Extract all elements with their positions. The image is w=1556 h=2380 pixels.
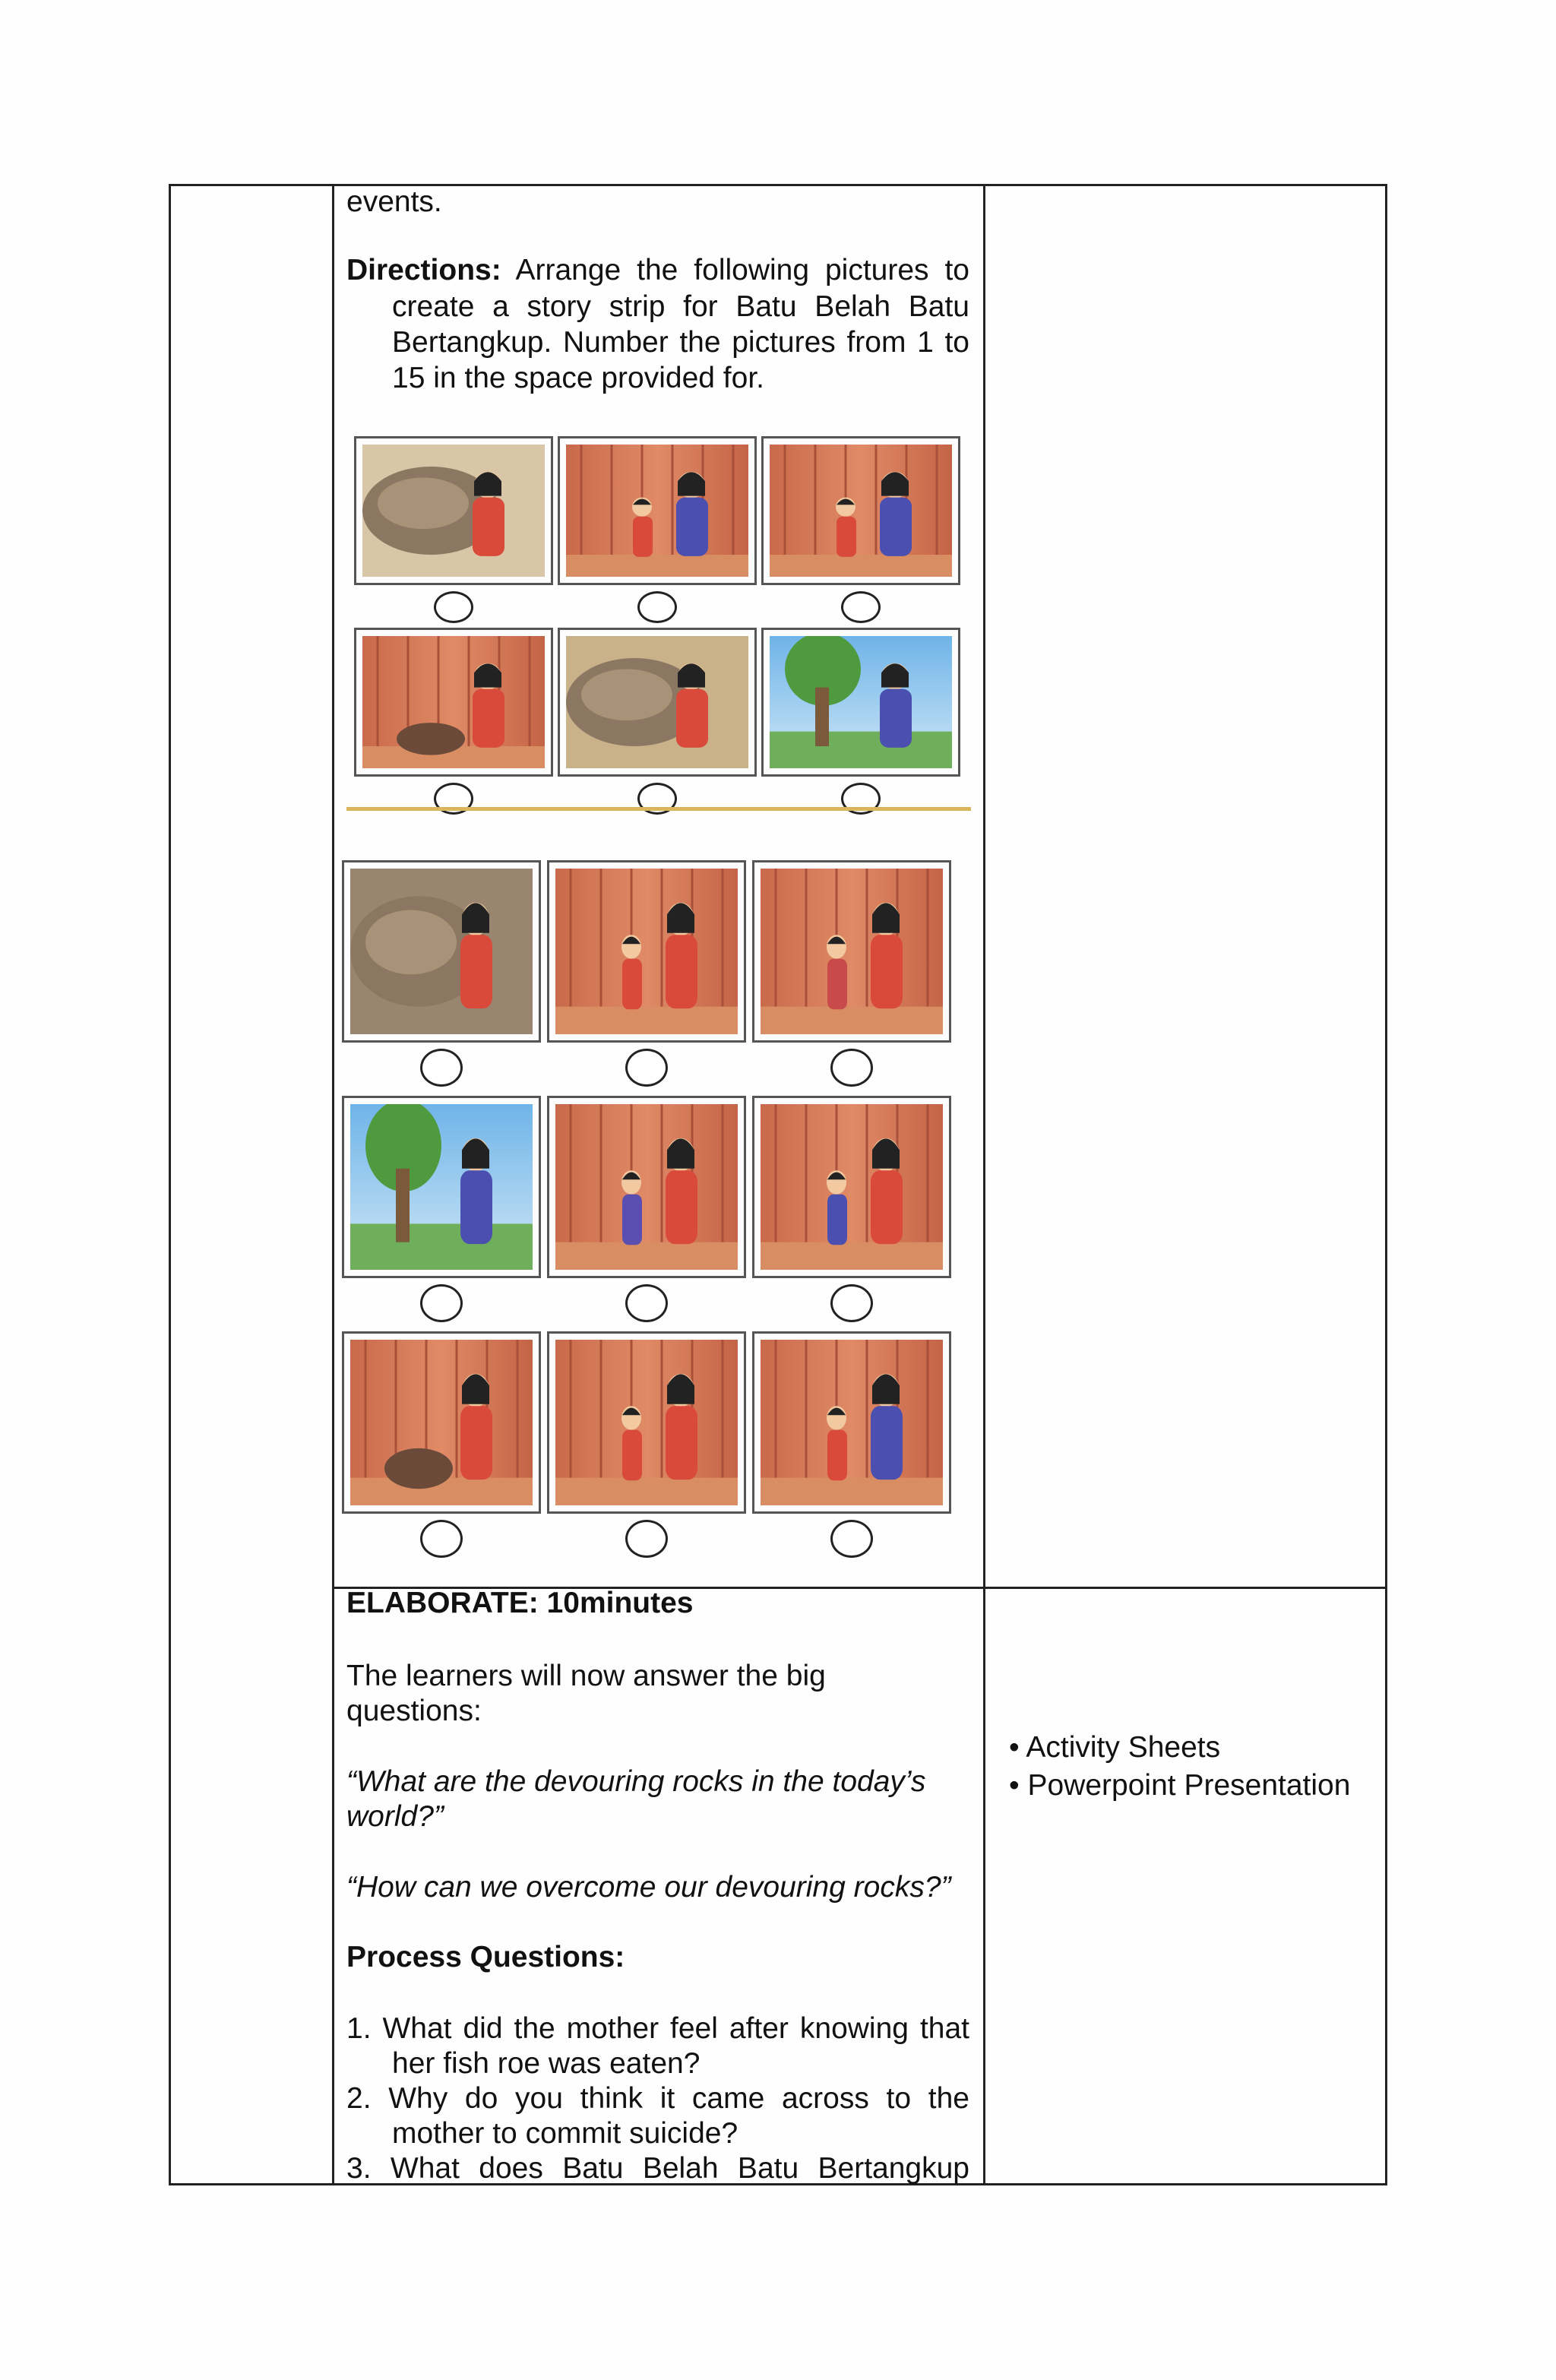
top-story-picture bbox=[354, 436, 553, 585]
column-divider-2 bbox=[983, 186, 985, 2183]
bottom-story-picture bbox=[547, 860, 746, 1043]
story-illustration bbox=[350, 1104, 533, 1270]
bottom-story-picture bbox=[342, 1096, 541, 1278]
process-question-1-line-1: 1. What did the mother feel after knowing that bbox=[346, 2012, 969, 2045]
number-answer-circle[interactable] bbox=[420, 1284, 463, 1322]
column-divider-1 bbox=[332, 186, 334, 2183]
bullet-icon: • bbox=[1009, 1731, 1020, 1764]
process-question-3-line-1: 3. What does Batu Belah Batu Bertangkup bbox=[346, 2152, 969, 2185]
story-illustration bbox=[555, 1104, 738, 1270]
number-answer-circle[interactable] bbox=[841, 591, 881, 623]
intro-line-2: questions: bbox=[346, 1695, 482, 1727]
directions-line-2: create a story strip for Batu Belah Batu bbox=[392, 290, 969, 323]
top-story-picture bbox=[761, 436, 960, 585]
process-question-2-line-2: mother to commit suicide? bbox=[392, 2117, 738, 2150]
bottom-story-picture bbox=[547, 1096, 746, 1278]
process-questions-heading: Process Questions: bbox=[346, 1941, 625, 1973]
bottom-story-picture bbox=[752, 1331, 951, 1514]
bullet-icon: • bbox=[1009, 1769, 1020, 1802]
gold-divider bbox=[346, 807, 971, 811]
number-answer-circle[interactable] bbox=[434, 591, 473, 623]
bottom-story-picture bbox=[547, 1331, 746, 1514]
bottom-story-picture bbox=[342, 1331, 541, 1514]
top-story-picture bbox=[558, 628, 757, 777]
big-question-2: “How can we overcome our devouring rocks?” bbox=[346, 1871, 951, 1904]
material-item-1 bbox=[1009, 1730, 1220, 1765]
number-answer-circle[interactable] bbox=[830, 1049, 873, 1087]
top-story-picture bbox=[558, 436, 757, 585]
story-illustration bbox=[362, 636, 545, 768]
story-illustration bbox=[566, 636, 748, 768]
story-illustration bbox=[770, 636, 952, 768]
directions-text-1: Arrange the following pictures to bbox=[515, 254, 969, 286]
number-answer-circle[interactable] bbox=[830, 1284, 873, 1322]
top-story-picture bbox=[761, 628, 960, 777]
story-illustration bbox=[555, 869, 738, 1034]
directions-line-4: 15 in the space provided for. bbox=[392, 362, 764, 394]
number-answer-circle[interactable] bbox=[625, 1049, 668, 1087]
number-answer-circle[interactable] bbox=[637, 591, 677, 623]
intro-line-1: The learners will now answer the big bbox=[346, 1660, 826, 1692]
events-text: events. bbox=[346, 185, 442, 218]
number-answer-circle[interactable] bbox=[830, 1520, 873, 1558]
number-answer-circle[interactable] bbox=[625, 1284, 668, 1322]
story-illustration bbox=[761, 1104, 943, 1270]
story-illustration bbox=[555, 1340, 738, 1505]
top-story-picture bbox=[354, 628, 553, 777]
process-question-2-line-1: 2. Why do you think it came across to the bbox=[346, 2082, 969, 2115]
number-answer-circle[interactable] bbox=[420, 1520, 463, 1558]
story-illustration bbox=[350, 1340, 533, 1505]
story-illustration bbox=[770, 445, 952, 577]
bottom-story-picture bbox=[342, 860, 541, 1043]
directions-line-1 bbox=[346, 252, 969, 288]
big-question-1-line-1: “What are the devouring rocks in the today’s bbox=[346, 1765, 926, 1798]
story-illustration bbox=[350, 869, 533, 1034]
material-label: Powerpoint Presentation bbox=[1027, 1769, 1351, 1802]
big-question-1-line-2: world?” bbox=[346, 1800, 444, 1833]
elaborate-heading: ELABORATE: 10minutes bbox=[346, 1587, 694, 1619]
material-item-2 bbox=[1009, 1768, 1350, 1803]
story-illustration bbox=[566, 445, 748, 577]
material-label: Activity Sheets bbox=[1026, 1731, 1221, 1764]
story-illustration bbox=[362, 445, 545, 577]
directions-label: Directions: bbox=[346, 254, 501, 286]
story-illustration bbox=[761, 1340, 943, 1505]
number-answer-circle[interactable] bbox=[625, 1520, 668, 1558]
bottom-story-picture bbox=[752, 860, 951, 1043]
directions-line-3: Bertangkup. Number the pictures from 1 to bbox=[392, 326, 969, 359]
number-answer-circle[interactable] bbox=[420, 1049, 463, 1087]
bottom-story-picture bbox=[752, 1096, 951, 1278]
process-question-1-line-2: her fish roe was eaten? bbox=[392, 2047, 701, 2080]
story-illustration bbox=[761, 869, 943, 1034]
